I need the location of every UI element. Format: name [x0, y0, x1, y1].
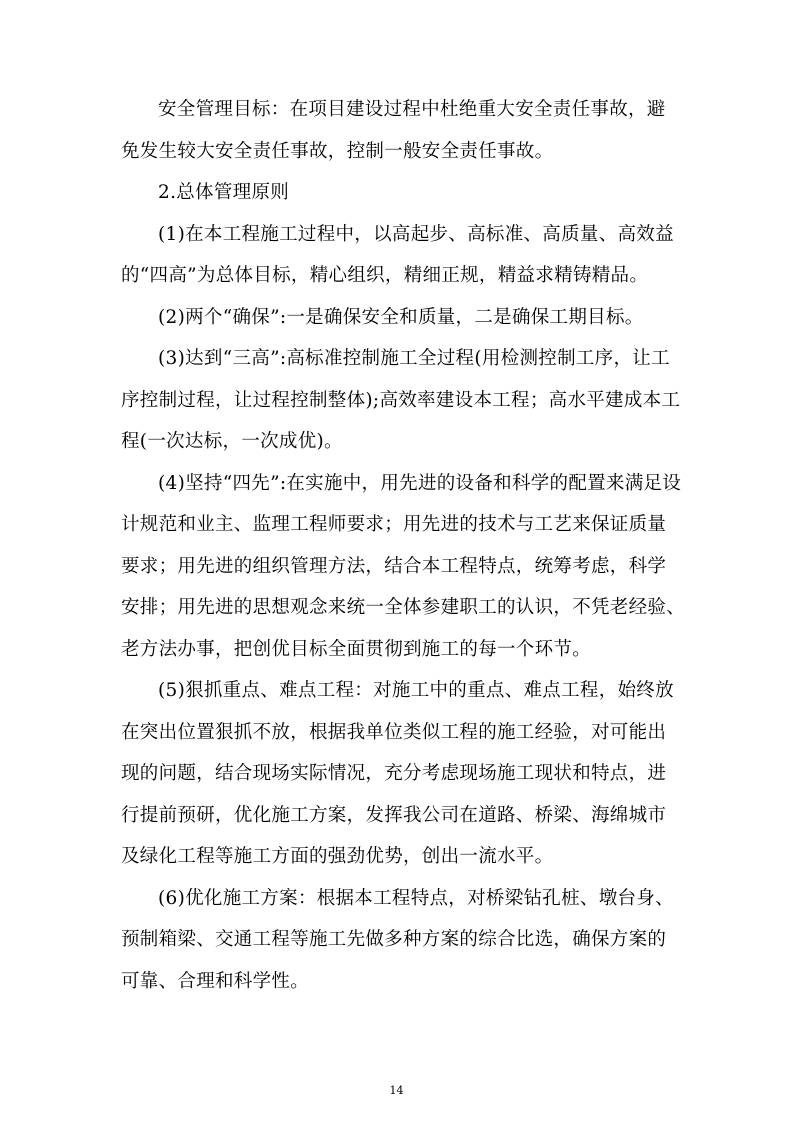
text-line-item5-3: 现的问题，结合现场实际情况，充分考虑现场施工现状和特点，进 [121, 763, 667, 784]
text-line-item4-3: 要求；用先进的组织管理方法，结合本工程特点，统筹考虑，科学 [121, 555, 667, 577]
text-line-item4-5: 老方法办事，把创优目标全面贯彻到施工的每一个环节。 [121, 638, 592, 660]
text-line-item4-2: 计规范和业主、监理工程师要求；用先进的技术与工艺来保证质量 [121, 514, 667, 535]
section-heading-principles: 2.总体管理原则 [158, 182, 290, 203]
text-line-item4-4: 安排；用先进的思想观念来统一全体参建职工的认识，不凭老经验、 [121, 597, 686, 618]
text-line-item1-1: (1)在本工程施工过程中，以高起步、高标准、高质量、高效益 [158, 223, 674, 245]
page-number: 14 [389, 1084, 404, 1097]
text-line-item2-1: (2)两个“确保”:一是确保安全和质量，二是确保工期目标。 [158, 306, 644, 328]
text-line-item3-2: 序控制过程，让过程控制整体);高效率建设本工程；高水平建成本工 [121, 389, 681, 411]
text-line-safety-goal-1: 安全管理目标：在项目建设过程中杜绝重大安全责任事故，避 [158, 99, 666, 120]
text-line-item5-4: 行提前预研，优化施工方案，发挥我公司在道路、桥梁、海绵城市 [121, 804, 667, 826]
document-body [121, 92, 686, 1005]
text-line-item3-3: 程(一次达标，一次成优)。 [121, 431, 343, 452]
text-line-item6-1: (6)优化施工方案：根据本工程特点，对桥梁钻孔桩、墩台身、 [158, 887, 674, 909]
text-line-item5-2: 在突出位置狠抓不放，根据我单位类似工程的施工经验，对可能出 [121, 721, 667, 743]
text-line-item5-5: 及绿化工程等施工方面的强劲优势，创出一流水平。 [121, 846, 554, 867]
text-line-item6-2: 预制箱梁、交通工程等施工先做多种方案的综合比选，确保方案的 [121, 929, 667, 950]
text-line-item4-1: (4)坚持“四先”:在实施中，用先进的设备和科学的配置来满足设 [158, 472, 682, 494]
text-line-item6-3: 可靠、合理和科学性。 [121, 970, 310, 992]
text-line-item3-1: (3)达到“三高”:高标准控制施工全过程(用检测控制工序，让工 [158, 348, 670, 369]
text-line-safety-goal-2: 免发生较大安全责任事故，控制一般安全责任事故。 [121, 140, 554, 162]
text-line-item1-2: 的“四高”为总体目标，精心组织，精细正规，精益求精铸精品。 [121, 265, 649, 286]
text-line-item5-1: (5)狠抓重点、难点工程：对施工中的重点、难点工程，始终放 [158, 680, 674, 701]
